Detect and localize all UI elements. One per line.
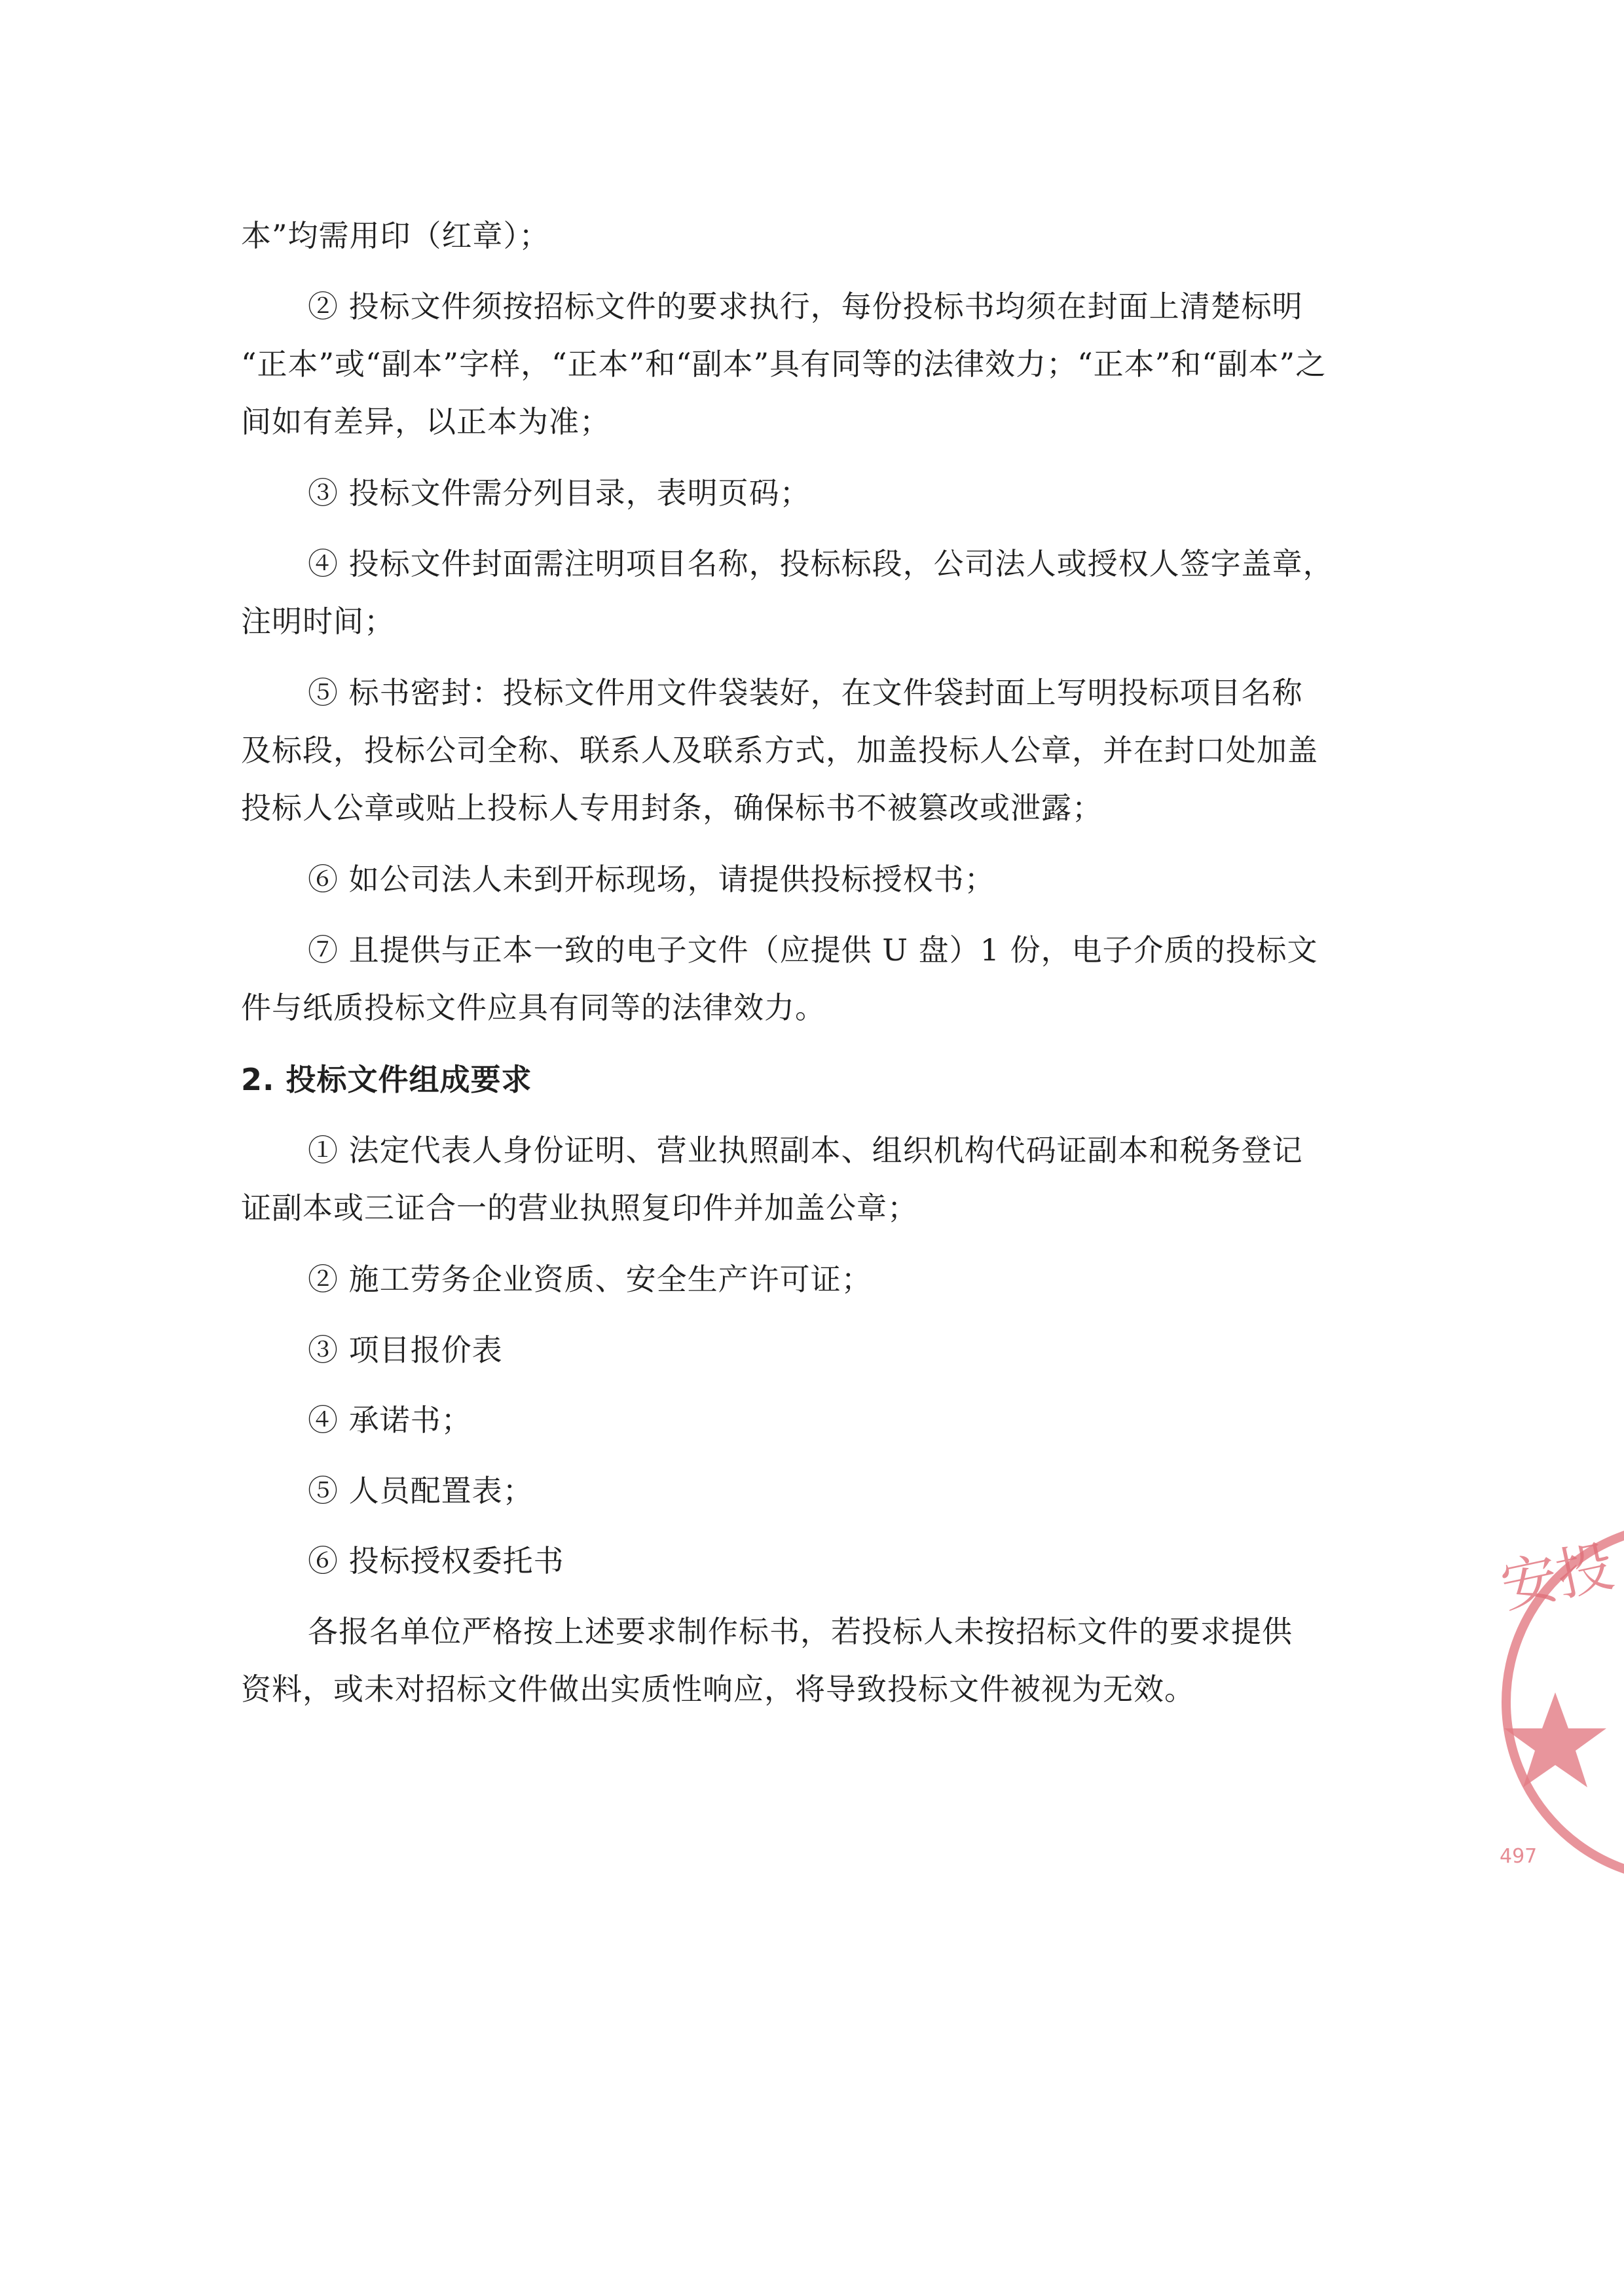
section-heading: 2. 投标文件组成要求: [241, 1062, 532, 1097]
text-line: 证副本或三证合一的营业执照复印件并加盖公章；: [241, 1190, 918, 1226]
text-line: 投标人公章或贴上投标人专用封条，确保标书不被篡改或泄露；: [241, 790, 1103, 826]
text-line: “正本”或“副本”字样，“正本”和“副本”具有同等的法律效力；“正本”和“副本”之: [241, 346, 1327, 382]
text-line: ⑤ 人员配置表；: [308, 1473, 534, 1508]
text-line: ② 投标文件须按招标文件的要求执行，每份投标书均须在封面上清楚标明: [308, 289, 1303, 324]
text-line: ③ 项目报价表: [308, 1332, 503, 1368]
text-line: ④ 投标文件封面需注明项目名称，投标标段，公司法人或授权人签字盖章，: [308, 546, 1334, 581]
text-line: 件与纸质投标文件应具有同等的法律效力。: [241, 990, 826, 1025]
text-line: ② 施工劳务企业资质、安全生产许可证；: [308, 1262, 872, 1297]
seal-text: 安投: [1495, 1533, 1619, 1621]
text-line: 注明时间；: [241, 604, 395, 639]
text-line: 间如有差异，以正本为准；: [241, 404, 610, 439]
text-line: ⑥ 投标授权委托书: [308, 1543, 564, 1578]
text-line: ⑥ 如公司法人未到开标现场，请提供投标授权书；: [308, 862, 995, 897]
seal-number: 497: [1500, 1845, 1538, 1868]
text-line: 本”均需用印（红章）；: [241, 218, 550, 253]
company-seal: [1486, 1506, 1624, 1899]
text-line: 及标段，投标公司全称、联系人及联系方式，加盖投标人公章，并在封口处加盖: [241, 733, 1318, 768]
text-line: ① 法定代表人身份证明、营业执照副本、组织机构代码证副本和税务登记: [308, 1133, 1303, 1168]
text-line: 资料，或未对招标文件做出实质性响应，将导致投标文件被视为无效。: [241, 1671, 1195, 1707]
text-line: ③ 投标文件需分列目录，表明页码；: [308, 475, 811, 511]
text-line: ⑤ 标书密封：投标文件用文件袋装好，在文件袋封面上写明投标项目名称: [308, 675, 1303, 710]
text-line: ④ 承诺书；: [308, 1402, 472, 1438]
text-line: 各报名单位严格按上述要求制作标书，若投标人未按招标文件的要求提供: [308, 1614, 1293, 1649]
text-line: ⑦ 且提供与正本一致的电子文件（应提供 U 盘）1 份，电子介质的投标文: [308, 932, 1318, 968]
